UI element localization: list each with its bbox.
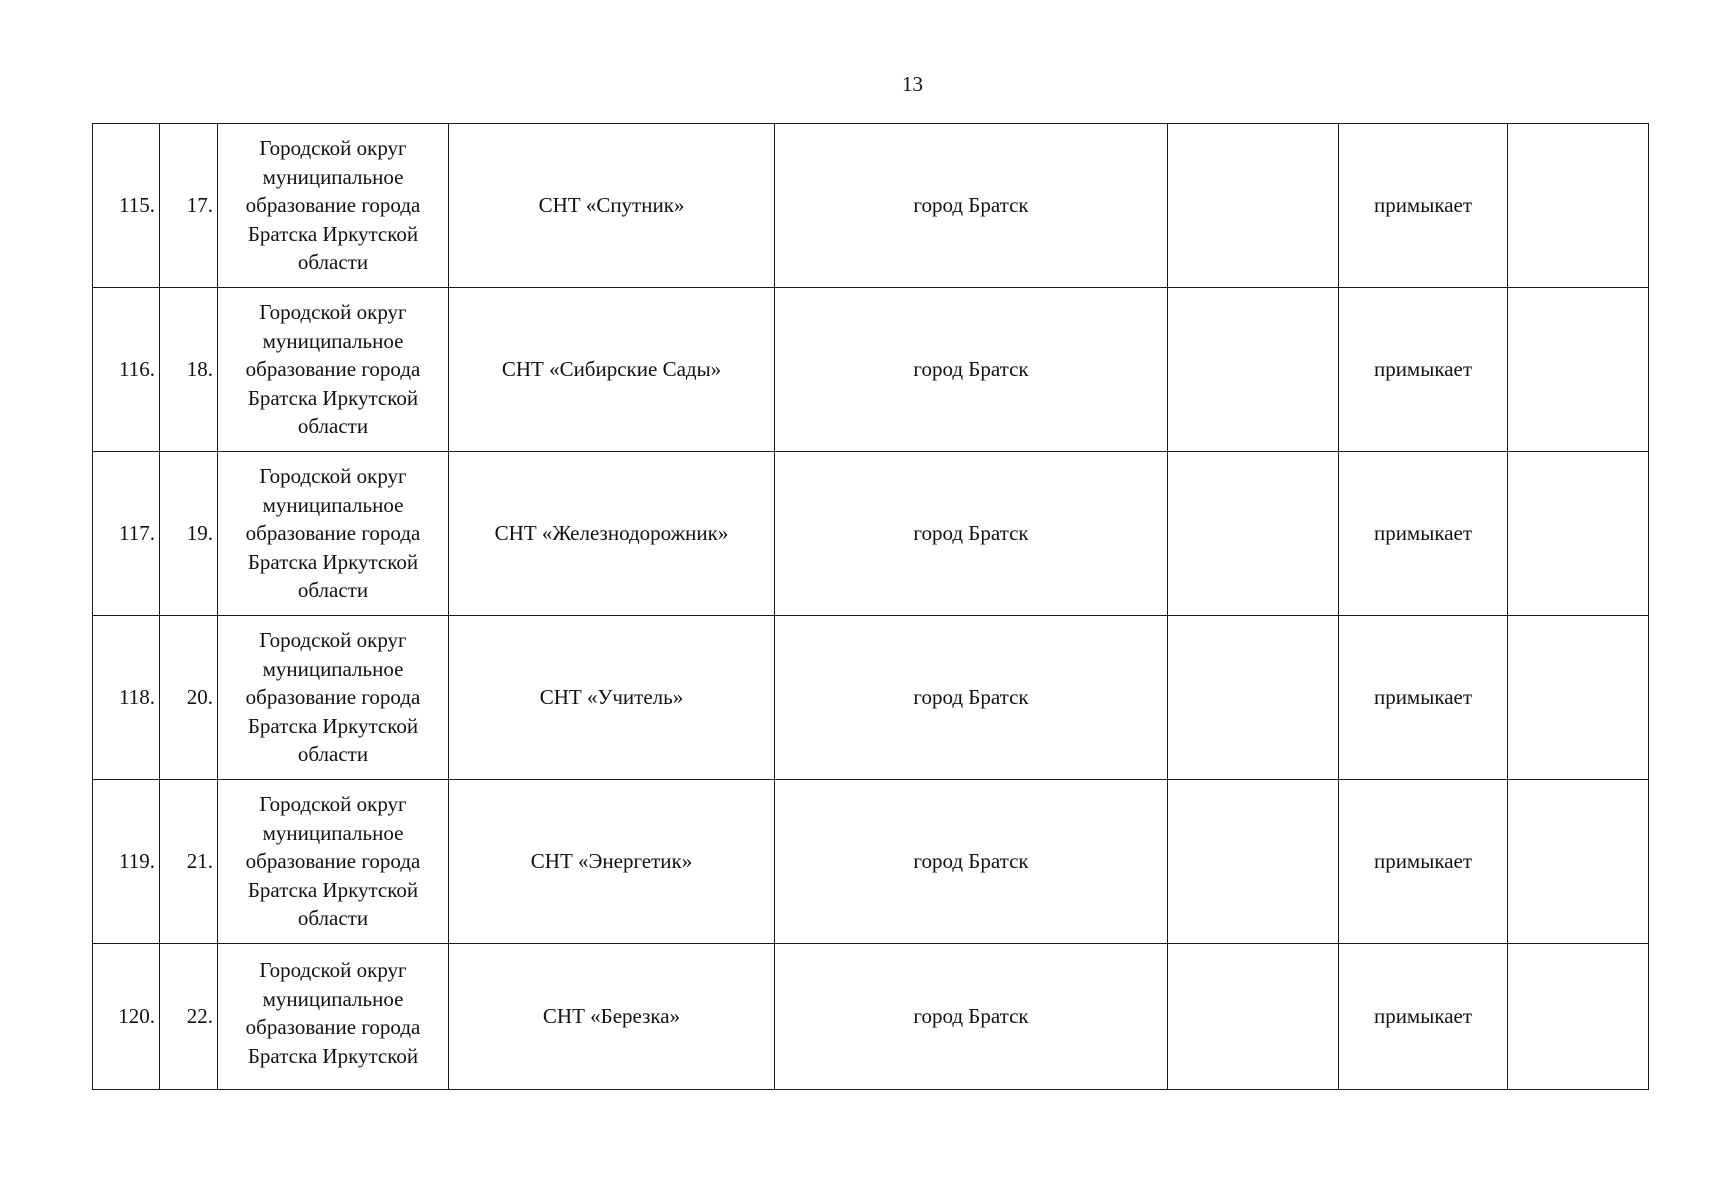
municipality-line: образование города — [245, 1015, 421, 1039]
table-body — [93, 124, 1649, 1090]
municipality-line: образование города — [245, 521, 421, 546]
municipality-line: муниципальное — [262, 820, 404, 845]
municipality-line: Братска Иркутской — [247, 221, 419, 246]
empty-cell — [1508, 288, 1649, 452]
municipality-line: области — [297, 578, 369, 603]
status-cell: примыкает — [1339, 124, 1508, 288]
settlement-name-cell: СНТ «Сибирские Сады» — [449, 288, 775, 452]
empty-cell — [1508, 452, 1649, 616]
locality-cell: город Братск — [775, 452, 1168, 616]
settlements-table — [92, 123, 1649, 1090]
municipality-line: Братска Иркутской — [247, 877, 419, 902]
municipality-line: образование города — [245, 685, 421, 710]
municipality-line: муниципальное — [262, 492, 404, 517]
empty-cell — [1508, 124, 1649, 288]
empty-cell — [1168, 124, 1339, 288]
municipality-line: области — [297, 250, 369, 275]
locality-cell: город Братск — [775, 780, 1168, 944]
locality-cell: город Братск — [775, 944, 1168, 1090]
municipality-line: Братска Иркутской — [247, 1043, 419, 1068]
row-subindex-cell: 18. — [160, 288, 218, 452]
municipality-line: муниципальное — [262, 656, 404, 681]
municipality-cell — [218, 944, 449, 1090]
status-cell: примыкает — [1339, 452, 1508, 616]
settlement-name-cell: СНТ «Спутник» — [449, 124, 775, 288]
municipality-line: образование города — [245, 357, 421, 382]
row-subindex-cell: 19. — [160, 452, 218, 616]
municipality-line: Братска Иркутской — [247, 385, 419, 410]
municipality-line: Городской округ — [259, 792, 407, 817]
municipality-line: образование города — [245, 849, 421, 874]
settlement-name-cell: СНТ «Энергетик» — [449, 780, 775, 944]
row-index-cell: 120. — [93, 944, 160, 1090]
status-cell: примыкает — [1339, 944, 1508, 1090]
status-cell: примыкает — [1339, 780, 1508, 944]
municipality-line: Городской округ — [259, 958, 407, 982]
municipality-line: Братска Иркутской — [247, 713, 419, 738]
empty-cell — [1168, 616, 1339, 780]
row-subindex-cell: 21. — [160, 780, 218, 944]
empty-cell — [1168, 288, 1339, 452]
municipality-cell — [218, 616, 449, 780]
row-index-cell: 116. — [93, 288, 160, 452]
municipality-cell — [218, 124, 449, 288]
municipality-line: муниципальное — [262, 986, 404, 1011]
municipality-line: Городской округ — [259, 136, 407, 161]
table-row — [93, 124, 1649, 288]
status-cell: примыкает — [1339, 288, 1508, 452]
row-index-cell: 117. — [93, 452, 160, 616]
municipality-cell — [218, 288, 449, 452]
row-subindex-cell: 22. — [160, 944, 218, 1090]
settlement-name-cell: СНТ «Железнодорожник» — [449, 452, 775, 616]
municipality-line: Братска Иркутской — [247, 549, 419, 574]
municipality-line: Городской округ — [259, 300, 407, 325]
settlement-name-cell: СНТ «Березка» — [449, 944, 775, 1090]
empty-cell — [1508, 944, 1649, 1090]
municipality-line: области — [297, 414, 369, 439]
row-index-cell: 115. — [93, 124, 160, 288]
municipality-line: муниципальное — [262, 328, 404, 353]
municipality-line: Городской округ — [259, 464, 407, 489]
table-row — [93, 288, 1649, 452]
status-cell: примыкает — [1339, 616, 1508, 780]
table-row — [93, 944, 1649, 1090]
empty-cell — [1168, 452, 1339, 616]
row-index-cell: 119. — [93, 780, 160, 944]
empty-cell — [1508, 616, 1649, 780]
locality-cell: город Братск — [775, 124, 1168, 288]
page-number: 13 — [902, 72, 923, 96]
empty-cell — [1168, 780, 1339, 944]
municipality-line: Городской округ — [259, 628, 407, 653]
municipality-line: области — [297, 906, 369, 931]
row-index-cell: 118. — [93, 616, 160, 780]
table-row — [93, 780, 1649, 944]
municipality-line: образование города — [245, 193, 421, 218]
locality-cell: город Братск — [775, 288, 1168, 452]
municipality-line: муниципальное — [262, 164, 404, 189]
locality-cell: город Братск — [775, 616, 1168, 780]
empty-cell — [1168, 944, 1339, 1090]
municipality-cell — [218, 452, 449, 616]
table-row — [93, 452, 1649, 616]
row-subindex-cell: 20. — [160, 616, 218, 780]
municipality-cell — [218, 780, 449, 944]
empty-cell — [1508, 780, 1649, 944]
row-subindex-cell: 17. — [160, 124, 218, 288]
table-row — [93, 616, 1649, 780]
settlement-name-cell: СНТ «Учитель» — [449, 616, 775, 780]
municipality-line: области — [297, 742, 369, 767]
